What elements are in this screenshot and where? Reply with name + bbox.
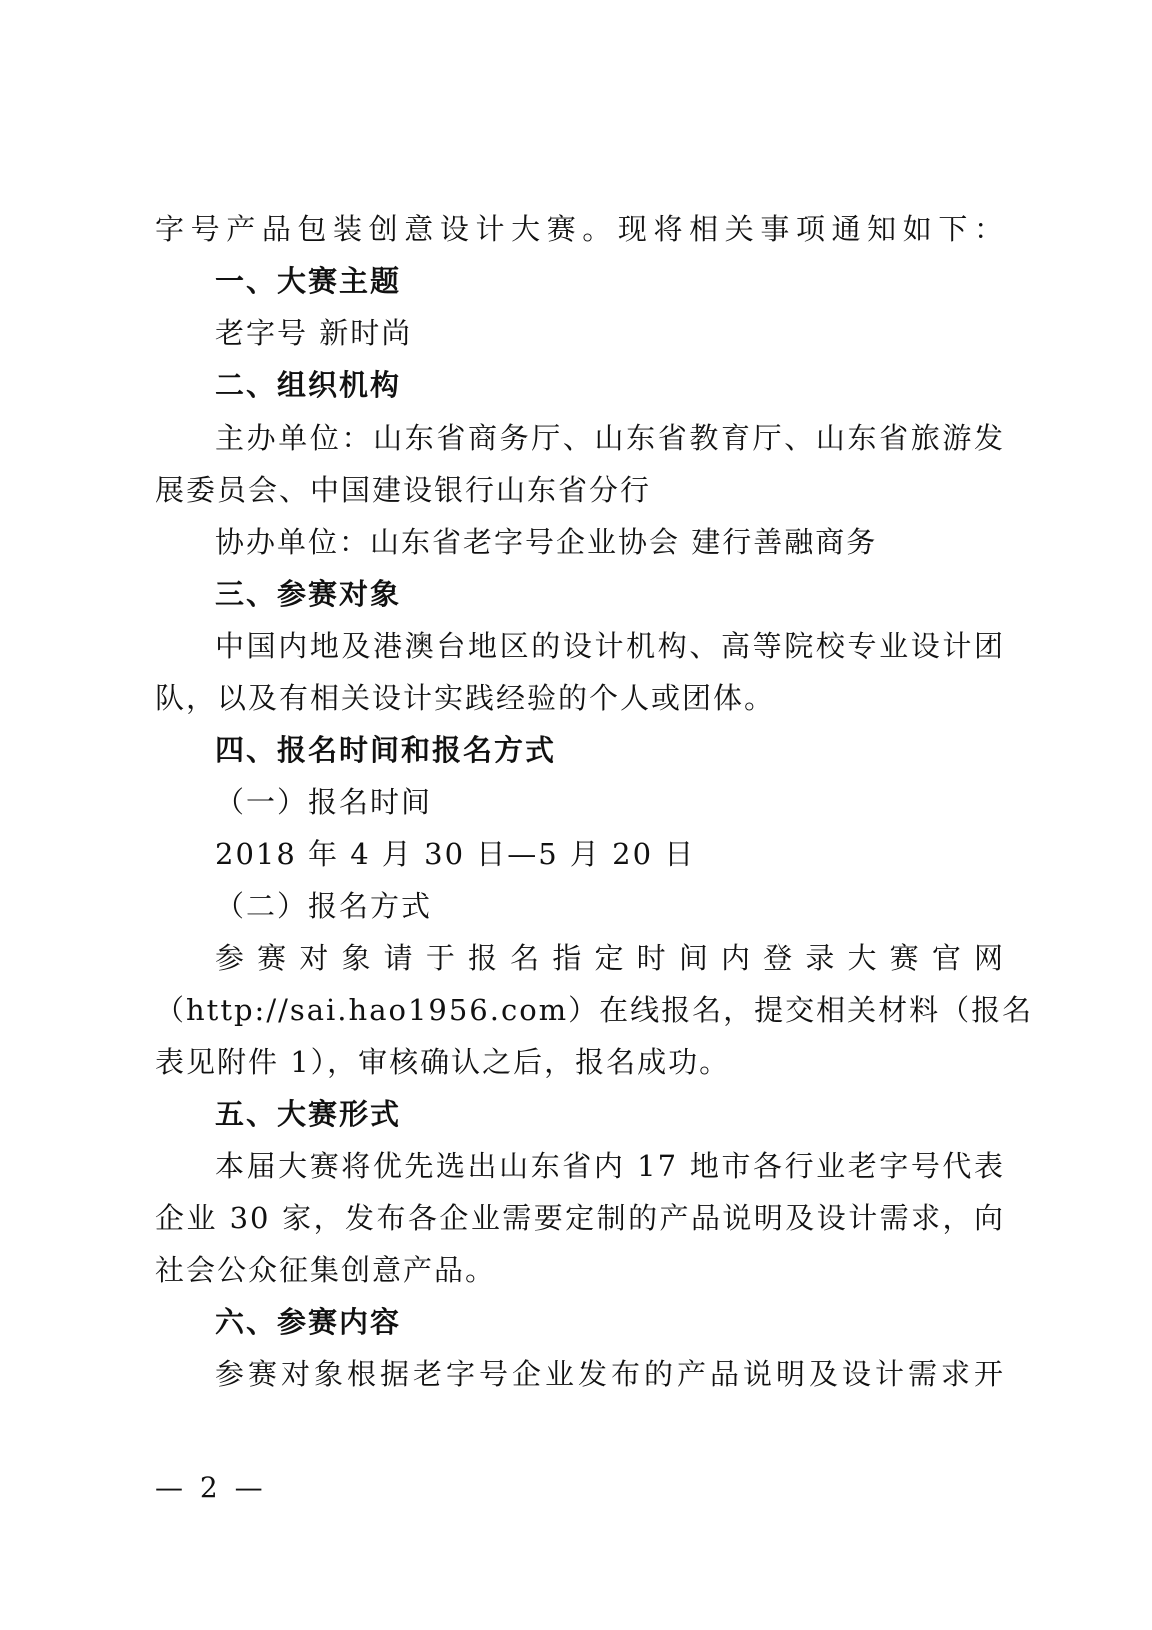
page-number: — 2 —	[155, 1471, 267, 1504]
section-heading-participants: 三、参赛对象	[215, 577, 402, 611]
registration-method-line-end: 表见附件 1），审核确认之后，报名成功。	[155, 1045, 731, 1079]
registration-method-line: 参赛对象请于报名指定时间内登录大赛官网	[215, 941, 1005, 975]
co-organizer-line: 协办单位：山东省老字号企业协会 建行善融商务	[215, 525, 878, 559]
section-heading-format: 五、大赛形式	[215, 1097, 402, 1131]
registration-url-line: （http://sai.hao1956.com）在线报名，提交相关材料（报名	[155, 993, 1034, 1027]
host-units-line: 主办单位：山东省商务厅、山东省教育厅、山东省旅游发	[215, 421, 1005, 455]
host-units-line-cont: 展委员会、中国建设银行山东省分行	[155, 473, 652, 507]
section-heading-theme: 一、大赛主题	[215, 264, 402, 298]
section-heading-organization: 二、组织机构	[215, 368, 402, 402]
subheading-registration-time: （一）报名时间	[215, 785, 433, 819]
section-heading-content: 六、参赛内容	[215, 1305, 402, 1339]
subheading-registration-method: （二）报名方式	[215, 889, 433, 923]
content-line: 参赛对象根据老字号企业发布的产品说明及设计需求开	[215, 1357, 1005, 1391]
registration-dates: 2018 年 4 月 30 日—5 月 20 日	[215, 837, 696, 871]
section-heading-registration: 四、报名时间和报名方式	[215, 733, 557, 767]
format-line-cont: 企业 30 家，发布各企业需要定制的产品说明及设计需求，向	[155, 1201, 1005, 1235]
participants-line: 中国内地及港澳台地区的设计机构、高等院校专业设计团	[215, 629, 1005, 663]
format-line-end: 社会公众征集创意产品。	[155, 1253, 497, 1287]
paragraph-line: 字号产品包装创意设计大赛。现将相关事项通知如下：	[155, 212, 1005, 246]
format-line: 本届大赛将优先选出山东省内 17 地市各行业老字号代表	[215, 1149, 1005, 1183]
theme-text: 老字号 新时尚	[215, 316, 413, 350]
participants-line-cont: 队，以及有相关设计实践经验的个人或团体。	[155, 681, 776, 715]
